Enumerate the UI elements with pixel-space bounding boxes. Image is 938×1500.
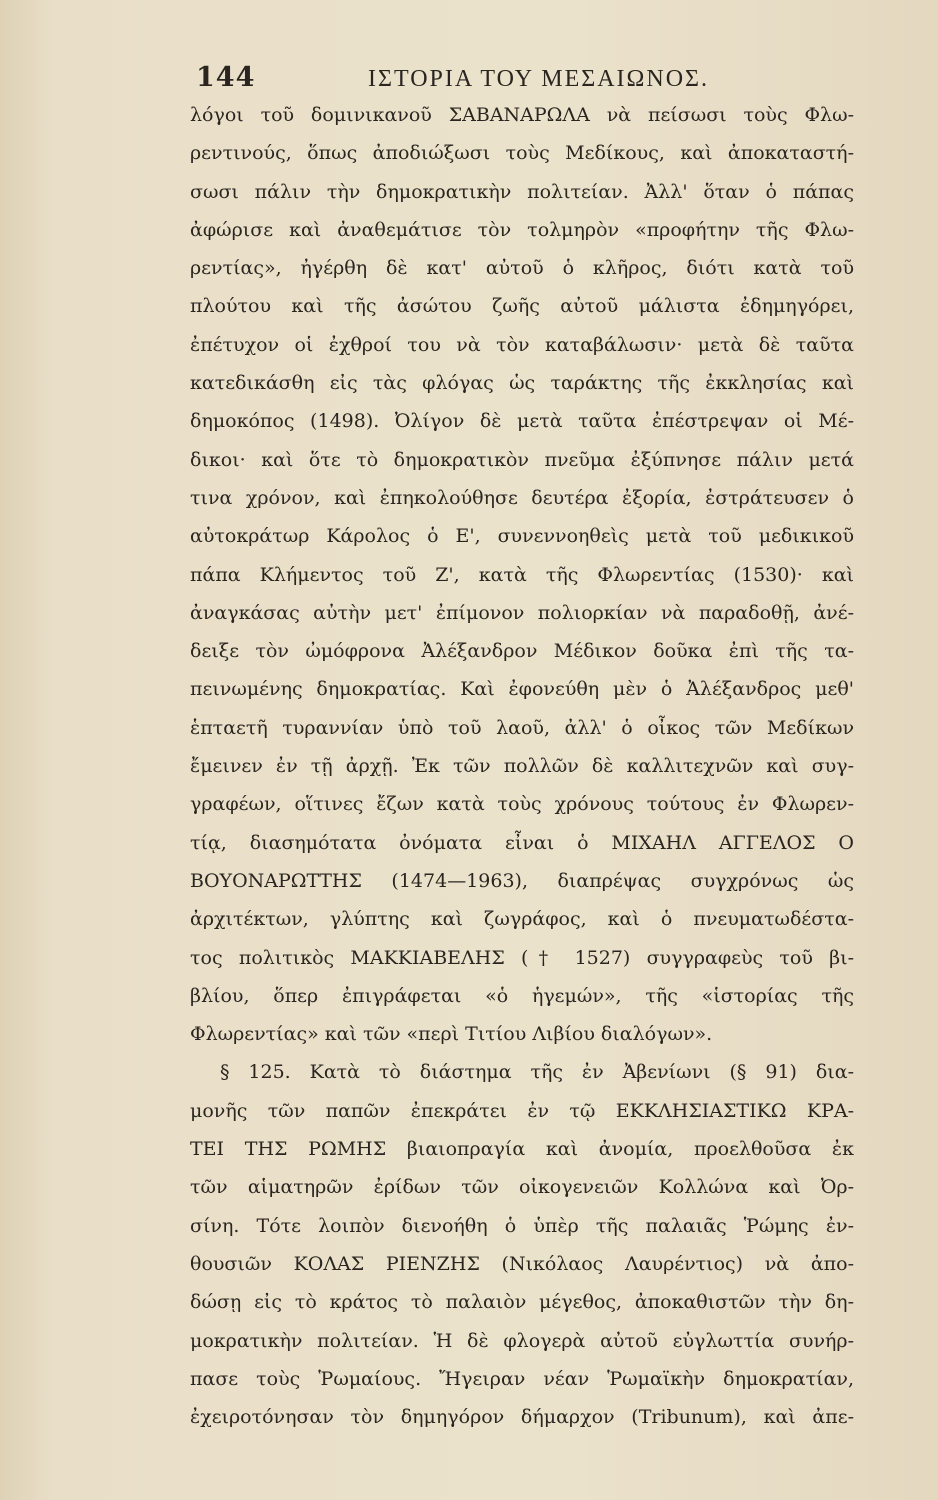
text-line: τίᾳ, διασημότατα ὀνόματα εἶναι ὁ ΜΙΧΑΗΛ ΑΓΓΕΛΟΣ Ο: [190, 831, 854, 854]
text-line: πεινωμένης δημοκρατίας. Καὶ ἐφονεύθη μὲν ὁ Ἀλέξανδρος μεθ': [190, 678, 854, 701]
text-line: ἑπταετῆ τυραννίαν ὑπὸ τοῦ λαοῦ, ἀλλ' ὁ οἶκος τῶν Μεδίκων: [190, 716, 854, 739]
text-line: δώσῃ εἰς τὸ κράτος τὸ παλαιὸν μέγεθος, ἀποκαθιστῶν τὴν δη-: [190, 1291, 854, 1314]
text-line: ρεντινούς, ὅπως ἀποδιώξωσι τοὺς Μεδίκους, καὶ ἀποκαταστή-: [190, 142, 854, 165]
text-line: ἀναγκάσας αὐτὴν μετ' ἐπίμονον πολιορκίαν νὰ παραδοθῇ, ἀνέ-: [190, 601, 854, 624]
text-line: ἐπέτυχον οἱ ἐχθροί του νὰ τὸν καταβάλωσιν· μετὰ δὲ ταῦτα: [190, 333, 854, 356]
text-line: πασε τοὺς Ῥωμαίους. Ἤγειραν νέαν Ῥωμαϊκὴν δημοκρατίαν,: [190, 1367, 854, 1390]
text-line: αὐτοκράτωρ Κάρολος ὁ Ε', συνεννοηθεὶς μετὰ τοῦ μεδικικοῦ: [190, 525, 854, 548]
text-line: ἀρχιτέκτων, γλύπτης καὶ ζωγράφος, καὶ ὁ πνευματωδέστα-: [190, 908, 854, 931]
text-line: βλίου, ὅπερ ἐπιγράφεται «ὁ ἡγεμών», τῆς «ἱστορίας τῆς: [190, 984, 854, 1007]
text-line: σωσι πάλιν τὴν δημοκρατικὴν πολιτείαν. Ἀλλ' ὅταν ὁ πάπας: [190, 180, 854, 203]
text-line: λόγοι τοῦ δομινικανοῦ ΣΑΒΑΝΑΡΩΛΑ νὰ πείσωσι τοὺς Φλω-: [190, 104, 854, 126]
text-line: Φλωρεντίας» καὶ τῶν «περὶ Τιτίου Λιβίου διαλόγων».: [190, 1023, 713, 1046]
section-start-line: § 125. Κατὰ τὸ διάστημα τῆς ἐν Ἀβενίωνι (§ 91) δια-: [220, 1061, 854, 1084]
text-line: δειξε τὸν ὠμόφρονα Ἀλέξανδρον Μέδικον δοῦκα ἐπὶ τῆς τα-: [190, 640, 854, 663]
body-text: [190, 96, 854, 1436]
text-line: θουσιῶν ΚΟΛΑΣ ΡΙΕΝΖΗΣ (Νικόλαος Λαυρέντιος) νὰ ἀπο-: [190, 1252, 854, 1275]
text-line: πλούτου καὶ τῆς ἀσώτου ζωῆς αὐτοῦ μάλιστα ἐδημηγόρει,: [190, 295, 854, 318]
page-number: 144: [196, 62, 256, 93]
text-line: μοκρατικὴν πολιτείαν. Ἡ δὲ φλογερὰ αὐτοῦ εὐγλωττία συνήρ-: [190, 1329, 854, 1352]
text-line: σίνη. Τότε λοιπὸν διενοήθη ὁ ὑπὲρ τῆς παλαιᾶς Ῥώμης ἐν-: [190, 1214, 854, 1237]
text-line: ΒΟΥΟΝΑΡΩΤΤΗΣ (1474—1963), διαπρέψας συγχρόνως ὡς: [190, 869, 854, 892]
text-line: μονῆς τῶν παπῶν ἐπεκράτει ἐν τῷ ΕΚΚΛΗΣΙΑΣΤΙΚΩ ΚΡΑ-: [190, 1099, 854, 1122]
text-line: ἔμεινεν ἐν τῇ ἀρχῇ. Ἐκ τῶν πολλῶν δὲ καλλιτεχνῶν καὶ συγ-: [190, 755, 854, 778]
text-line: δικοι· καὶ ὅτε τὸ δημοκρατικὸν πνεῦμα ἐξύπνησε πάλιν μετά: [190, 448, 854, 471]
text-line: πάπα Κλήμεντος τοῦ Ζ', κατὰ τῆς Φλωρεντίας (1530)· καὶ: [190, 563, 854, 586]
text-line: ἐχειροτόνησαν τὸν δημηγόρον δήμαρχον (Tribunum), καὶ ἀπε-: [190, 1406, 854, 1429]
text-line: ρεντίας», ἠγέρθη δὲ κατ' αὐτοῦ ὁ κλῆρος, διότι κατὰ τοῦ: [190, 257, 854, 280]
text-line: τος πολιτικὸς ΜΑΚΚΙΑΒΕΛΗΣ († 1527) συγγραφεὺς τοῦ βι-: [190, 946, 854, 969]
text-line: δημοκόπος (1498). Ὀλίγον δὲ μετὰ ταῦτα ἐπέστρεψαν οἱ Μέ-: [190, 410, 854, 433]
text-line: γραφέων, οἵτινες ἔζων κατὰ τοὺς χρόνους τούτους ἐν Φλωρεν-: [190, 793, 854, 816]
text-line: τινα χρόνον, καὶ ἐπηκολούθησε δευτέρα ἐξορία, ἐστράτευσεν ὁ: [190, 486, 854, 509]
text-line: ΤΕΙ ΤΗΣ ΡΩΜΗΣ βιαιοπραγία καὶ ἀνομία, προελθοῦσα ἐκ: [190, 1138, 854, 1161]
text-line: τῶν αἱματηρῶν ἐρίδων τῶν οἰκογενειῶν Κολλώνα καὶ Ὀρ-: [190, 1176, 854, 1199]
text-line: ἀφώρισε καὶ ἀναθεμάτισε τὸν τολμηρὸν «προφήτην τῆς Φλω-: [190, 218, 854, 241]
running-title: ΙΣΤΟΡΙΑ ΤΟΥ ΜΕΣΑΙΩΝΟΣ.: [368, 66, 709, 92]
text-line: κατεδικάσθη εἰς τὰς φλόγας ὡς ταράκτης τῆς ἐκκλησίας καὶ: [190, 372, 854, 395]
